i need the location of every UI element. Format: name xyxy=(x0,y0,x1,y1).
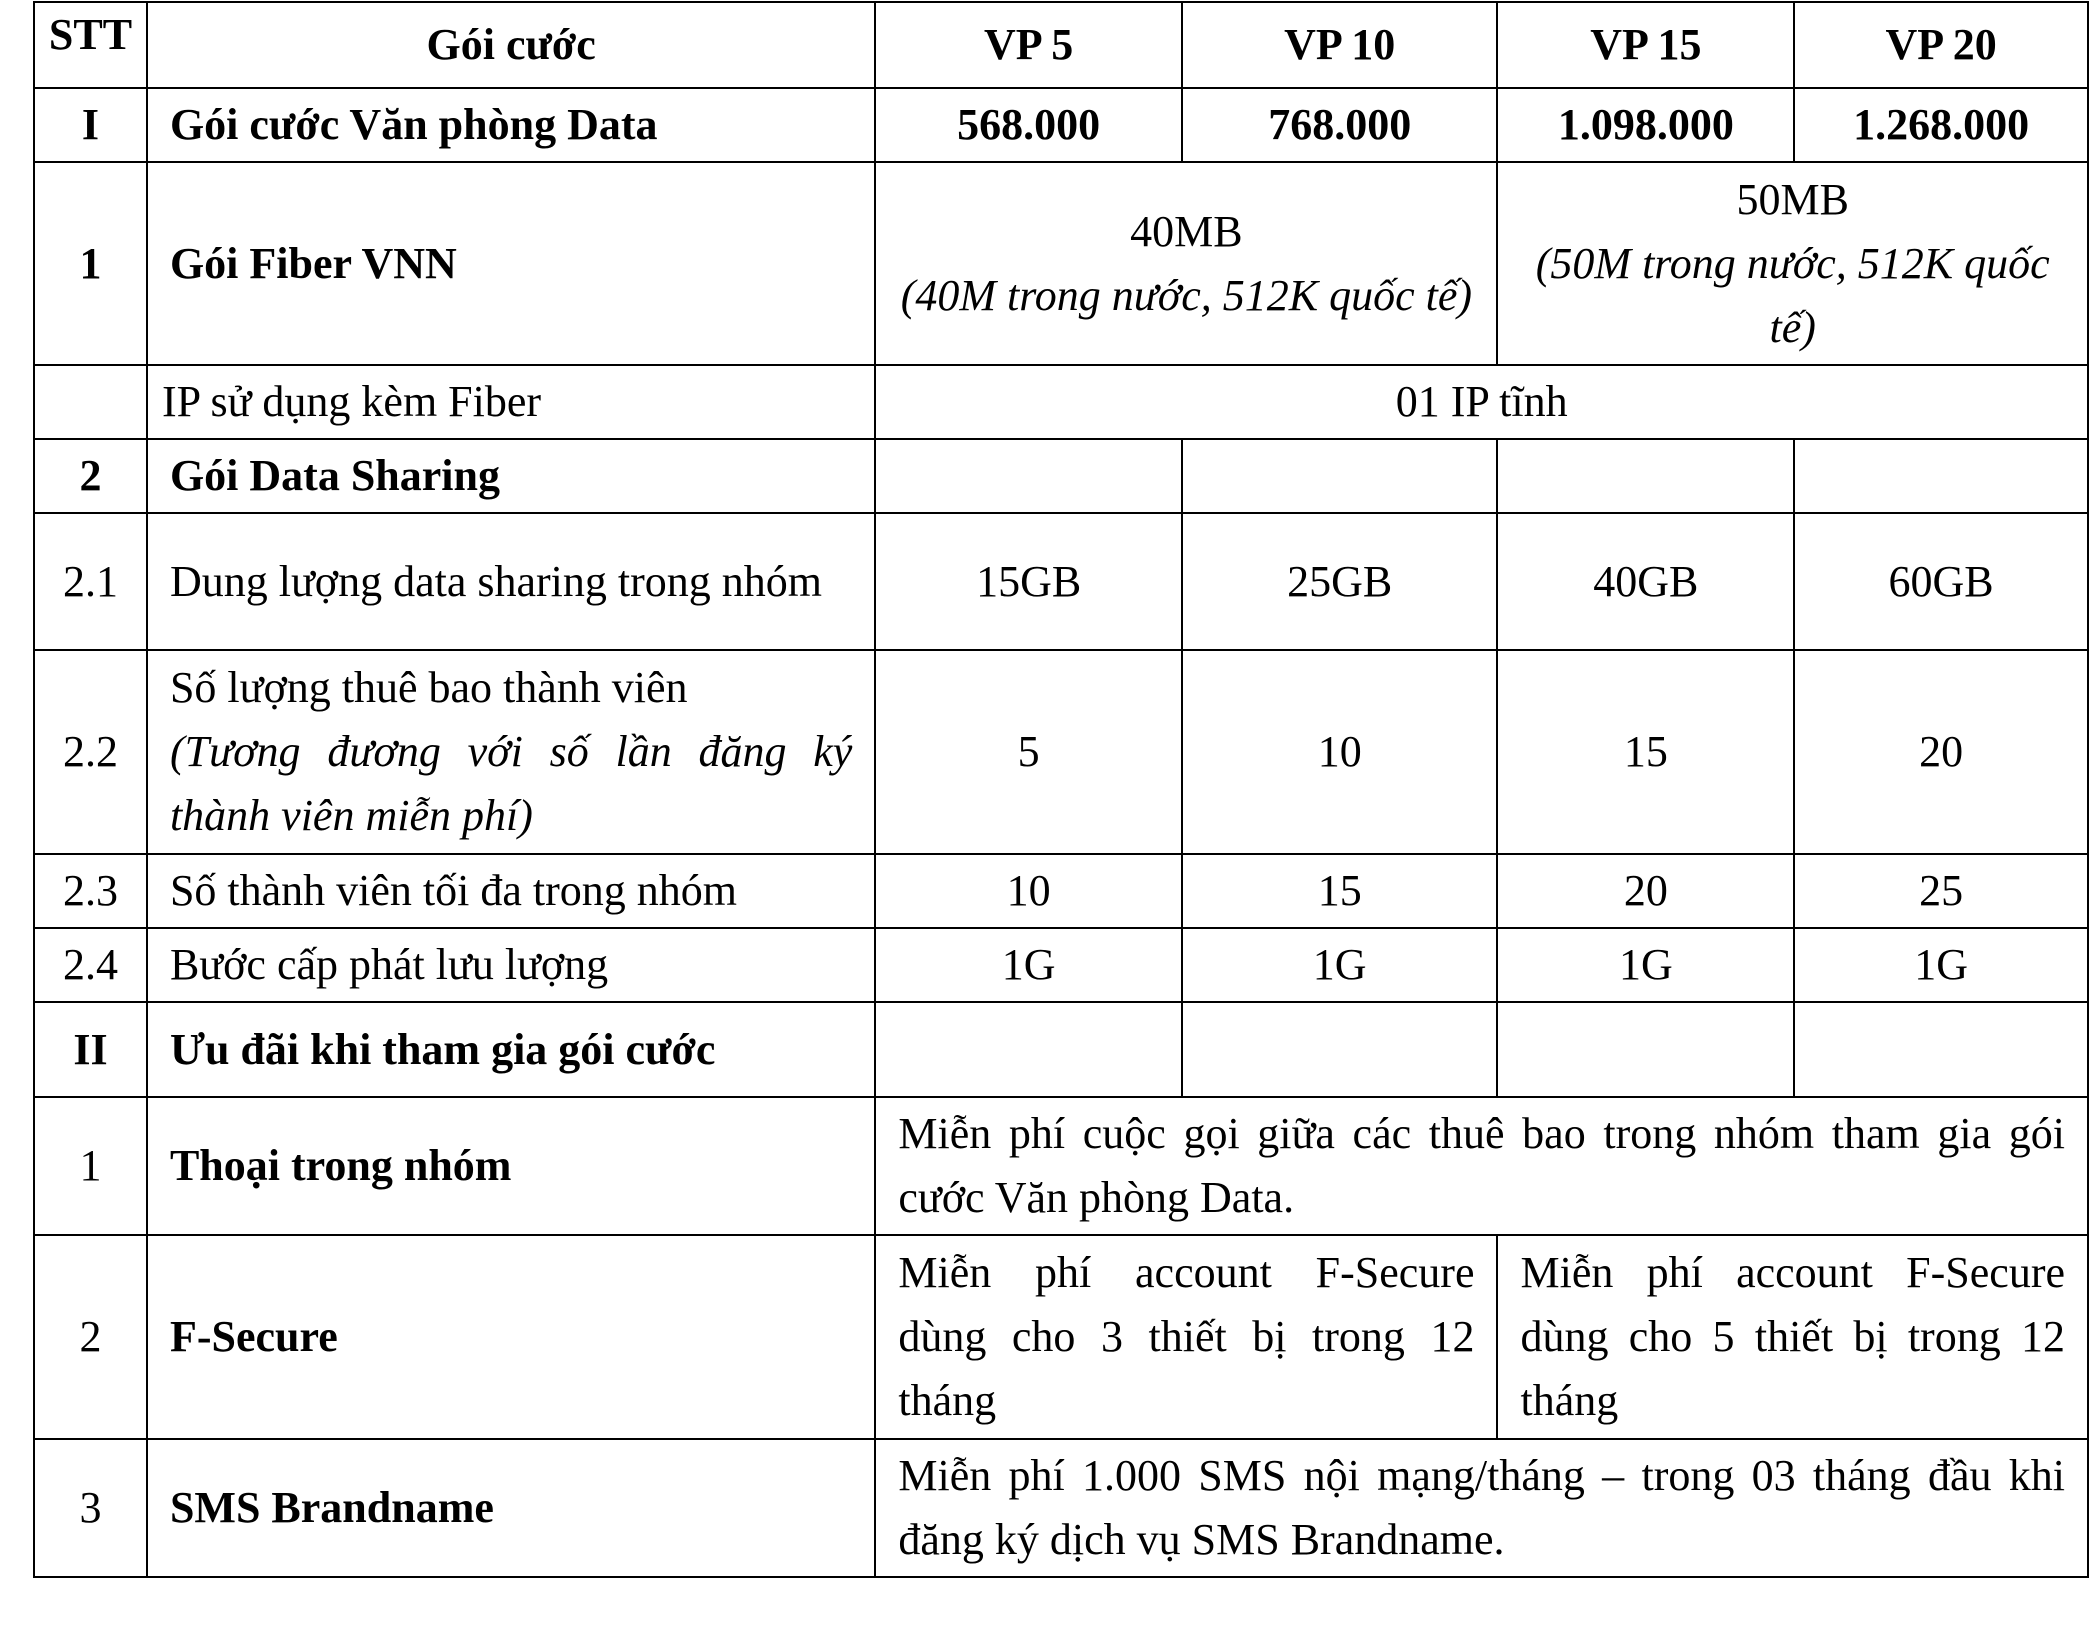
header-stt: STT xyxy=(34,2,147,88)
row-stt: 1 xyxy=(34,1097,147,1235)
row-note: (Tương đương với số lần đăng ký thành viên miễn phí) xyxy=(169,727,853,840)
row-label: Số lượng thuê bao thành viên xyxy=(169,663,688,712)
price-vp5: 568.000 xyxy=(875,88,1182,162)
value-vp20: 20 xyxy=(1794,650,2088,854)
voice-value: Miễn phí cuộc gọi giữa các thuê bao trong nhóm tham gia gói cước Văn phòng Data. xyxy=(875,1097,2088,1235)
empty-cell xyxy=(1794,439,2088,513)
empty-cell xyxy=(875,1002,1182,1097)
ip-value: 01 IP tĩnh xyxy=(875,365,2088,439)
empty-cell xyxy=(1497,1002,1794,1097)
fiber-speed: 40MB xyxy=(1130,206,1243,256)
section-ii-row xyxy=(34,1002,2088,1097)
row-2-1 xyxy=(34,513,2088,650)
value-vp5: 5 xyxy=(875,650,1182,854)
row-label: IP sử dụng kèm Fiber xyxy=(147,365,875,439)
value-vp5: 10 xyxy=(875,854,1182,928)
price-vp20: 1.268.000 xyxy=(1794,88,2088,162)
value-vp15: 40GB xyxy=(1497,513,1794,650)
row-2-4 xyxy=(34,928,2088,1002)
header-row xyxy=(34,2,2088,88)
empty-cell xyxy=(1182,1002,1498,1097)
price-vp10: 768.000 xyxy=(1182,88,1498,162)
row-label: Bước cấp phát lưu lượng xyxy=(147,928,875,1002)
empty-cell xyxy=(1794,1002,2088,1097)
value-vp20: 1G xyxy=(1794,928,2088,1002)
row-label: Ưu đãi khi tham gia gói cước xyxy=(147,1002,875,1097)
fiber-speed: 50MB xyxy=(1736,174,1849,224)
section-i-row xyxy=(34,88,2088,162)
row-label: Gói Fiber VNN xyxy=(147,162,875,365)
fsecure-row xyxy=(34,1235,2088,1439)
ip-row xyxy=(34,365,2088,439)
row-label: Thoại trong nhóm xyxy=(147,1097,875,1235)
value-vp10: 25GB xyxy=(1182,513,1498,650)
value-vp5: 15GB xyxy=(875,513,1182,650)
value-vp15: 20 xyxy=(1497,854,1794,928)
fiber-note: (50M trong nước, 512K quốc tế) xyxy=(1535,238,2050,352)
row-label: Gói Data Sharing xyxy=(147,439,875,513)
row-2-3 xyxy=(34,854,2088,928)
row-stt-empty xyxy=(34,365,147,439)
row-label: SMS Brandname xyxy=(147,1439,875,1577)
value-vp10: 1G xyxy=(1182,928,1498,1002)
fiber-vp5-vp10-cell xyxy=(875,162,1497,365)
voice-row xyxy=(34,1097,2088,1235)
row-label: Gói cước Văn phòng Data xyxy=(147,88,875,162)
value-vp20: 60GB xyxy=(1794,513,2088,650)
empty-cell xyxy=(1182,439,1498,513)
header-plan-vp20: VP 20 xyxy=(1794,2,2088,88)
fiber-vp15-vp20-cell xyxy=(1497,162,2088,365)
row-stt: 2.1 xyxy=(34,513,147,650)
empty-cell xyxy=(1497,439,1794,513)
data-sharing-row xyxy=(34,439,2088,513)
value-vp20: 25 xyxy=(1794,854,2088,928)
row-stt: 2 xyxy=(34,439,147,513)
row-stt: II xyxy=(34,1002,147,1097)
price-vp15: 1.098.000 xyxy=(1497,88,1794,162)
header-plan-vp5: VP 5 xyxy=(875,2,1182,88)
value-vp15: 15 xyxy=(1497,650,1794,854)
row-stt: 3 xyxy=(34,1439,147,1577)
value-vp10: 10 xyxy=(1182,650,1498,854)
pricing-table xyxy=(33,1,2089,1578)
row-label-cell xyxy=(147,650,875,854)
empty-cell xyxy=(875,439,1182,513)
header-plan-vp10: VP 10 xyxy=(1182,2,1498,88)
header-package: Gói cước xyxy=(147,2,875,88)
fsecure-vp15-vp20: Miễn phí account F-Secure dùng cho 5 thiết bị trong 12 tháng xyxy=(1497,1235,2088,1439)
row-label: F-Secure xyxy=(147,1235,875,1439)
row-label: Dung lượng data sharing trong nhóm xyxy=(147,513,875,650)
row-stt: 2.4 xyxy=(34,928,147,1002)
row-stt: 2.2 xyxy=(34,650,147,854)
value-vp15: 1G xyxy=(1497,928,1794,1002)
sms-value: Miễn phí 1.000 SMS nội mạng/tháng – trong 03 tháng đầu khi đăng ký dịch vụ SMS Brandname. xyxy=(875,1439,2088,1577)
row-2-2 xyxy=(34,650,2088,854)
row-label: Số thành viên tối đa trong nhóm xyxy=(147,854,875,928)
fiber-row xyxy=(34,162,2088,365)
fiber-note: (40M trong nước, 512K quốc tế) xyxy=(900,270,1473,320)
row-stt: I xyxy=(34,88,147,162)
value-vp5: 1G xyxy=(875,928,1182,1002)
row-stt: 2.3 xyxy=(34,854,147,928)
header-plan-vp15: VP 15 xyxy=(1497,2,1794,88)
row-stt: 2 xyxy=(34,1235,147,1439)
fsecure-vp5-vp10: Miễn phí account F-Secure dùng cho 3 thiết bị trong 12 tháng xyxy=(875,1235,1497,1439)
sms-row xyxy=(34,1439,2088,1577)
value-vp10: 15 xyxy=(1182,854,1498,928)
row-stt: 1 xyxy=(34,162,147,365)
